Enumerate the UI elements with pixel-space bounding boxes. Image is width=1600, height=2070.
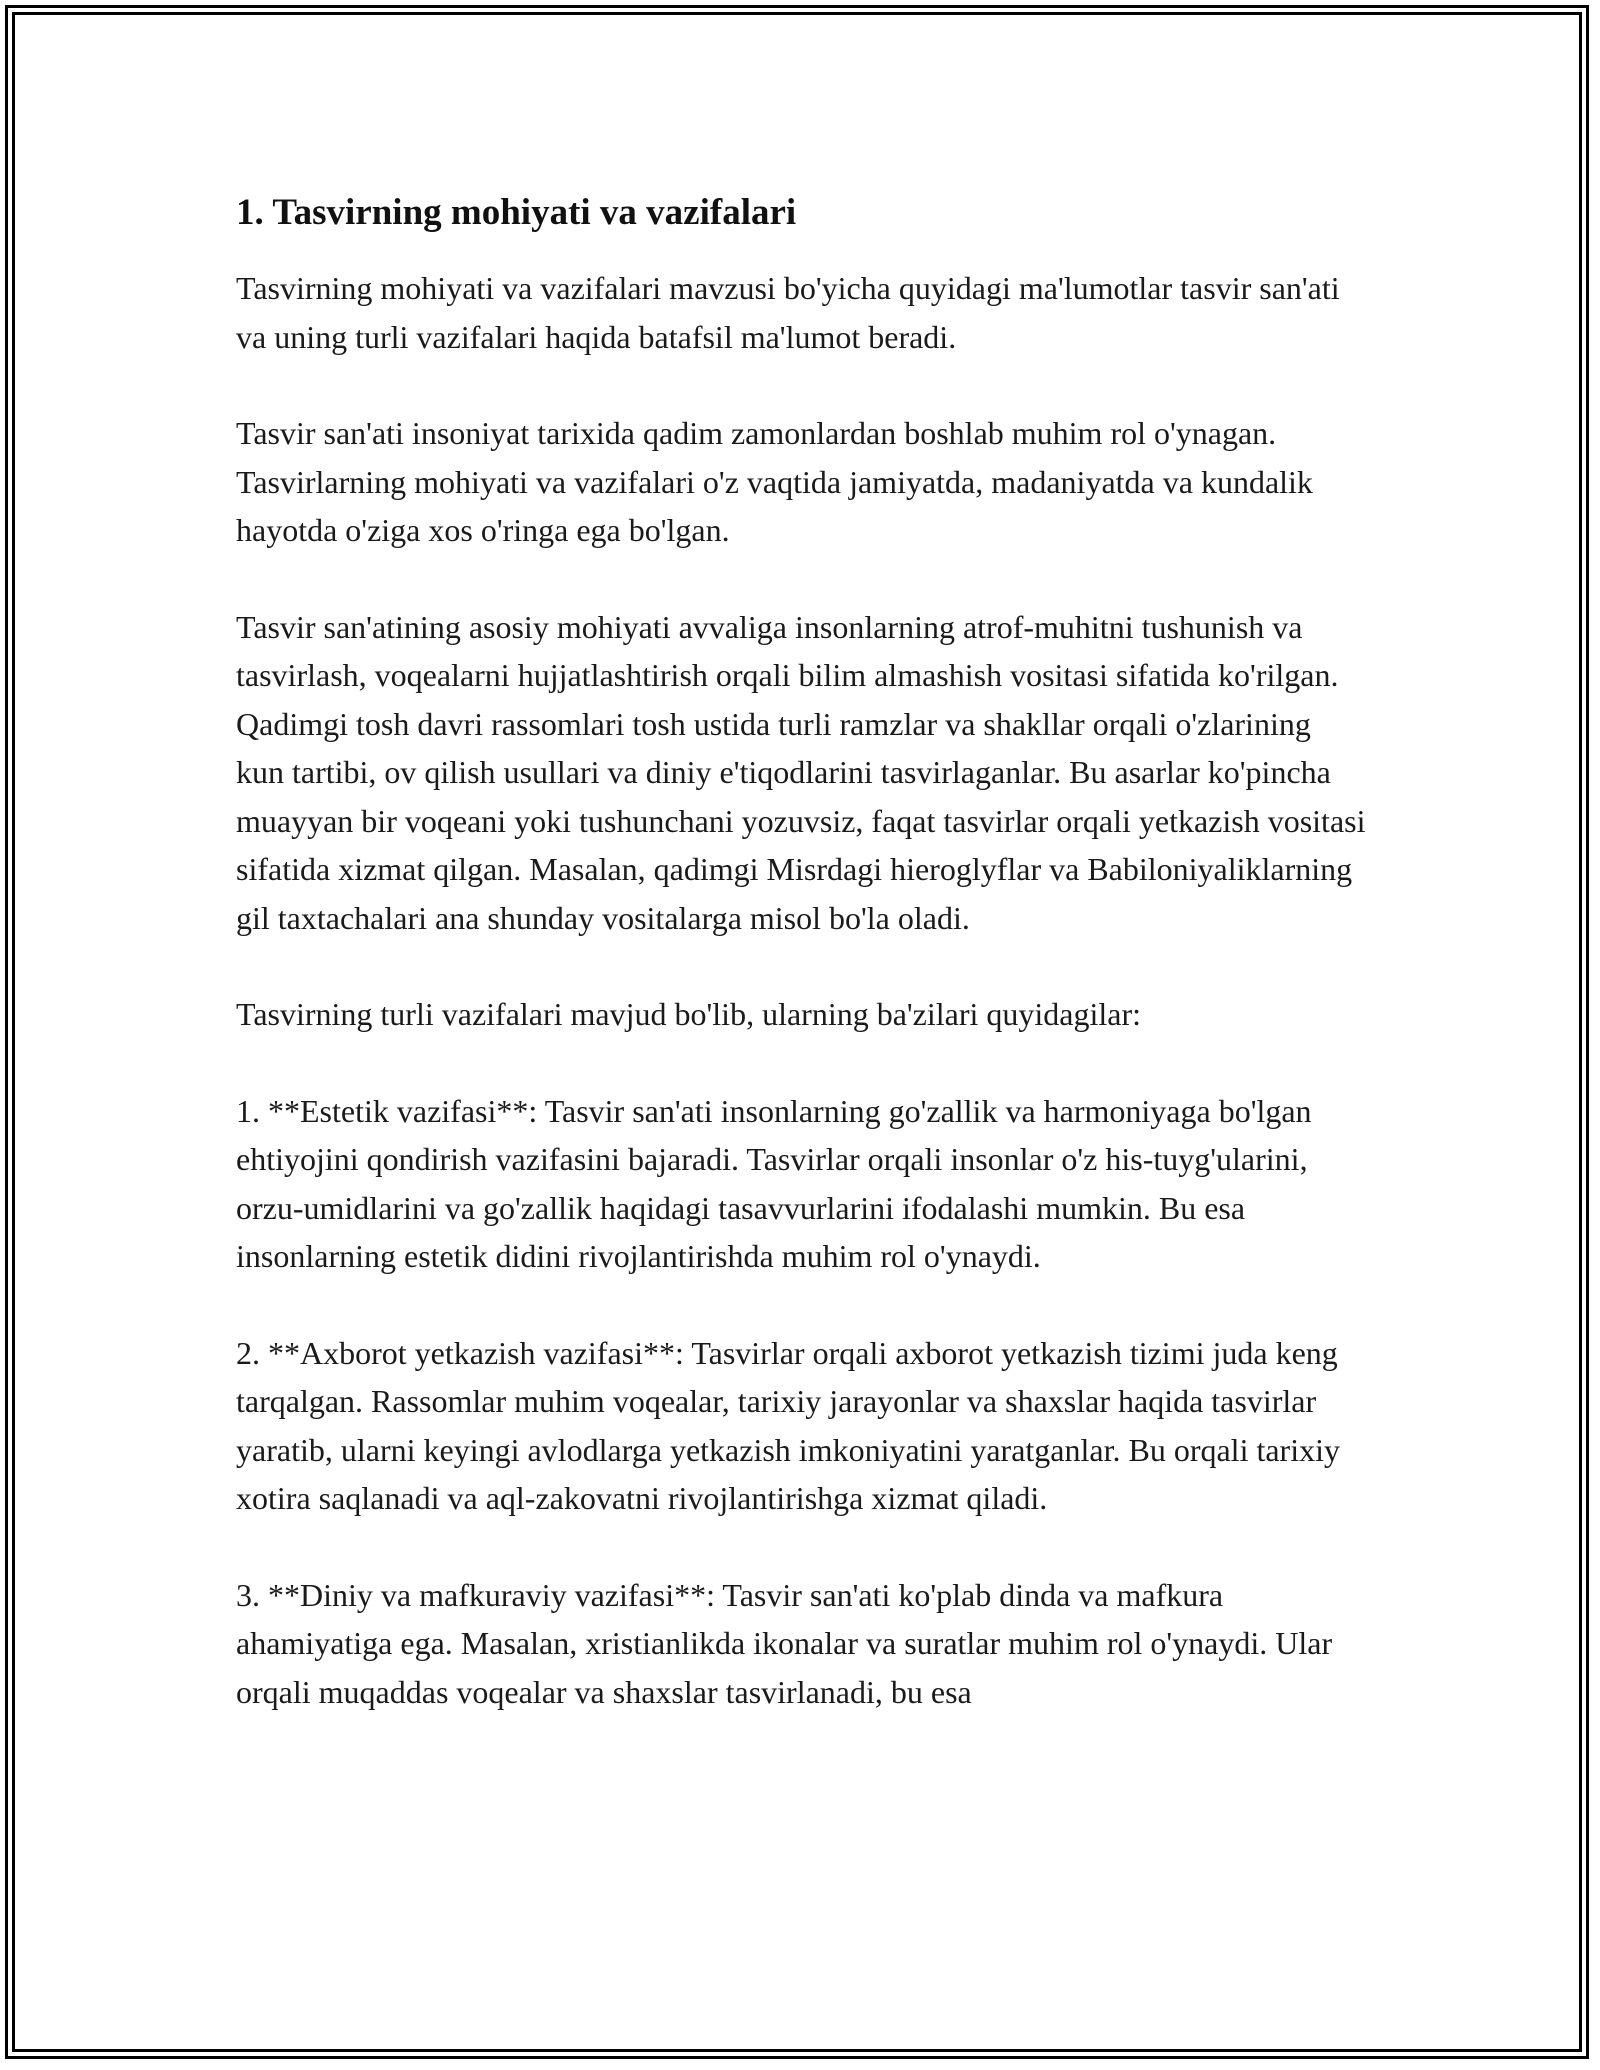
paragraph-functions-intro: Tasvirning turli vazifalari mavjud bo'lib, ularning ba'zilari quyidagilar:: [236, 996, 1142, 1032]
document-title: 1. Tasvirning mohiyati va vazifalari: [236, 192, 797, 233]
document-body: [236, 186, 1366, 1716]
paragraph-essence: Tasvir san'atining asosiy mohiyati avvaliga insonlarning atrof-muhitni tushunish va tasvirlash, voqealarni hujjatlashtirish orqali bilim almashish vositasi sifatida ko'rilgan. Qadimgi tosh davri rassomlari tosh ustida turli ramzlar va shakllar orqali o'zlarining kun tartibi, ov qilish usullari va diniy e'tiqodlarini tasvirlaganlar. Bu asarlar ko'pincha muayyan bir voqeani yoki tushunchani yozuvsiz, faqat tasvirlar orqali yetkazish vositasi sifatida xizmat qilgan. Masalan, qadimgi Misrdagi hieroglyflar va Babiloniyaliklarning gil taxtachalari ana shunday vositalarga misol bo'la oladi.: [236, 608, 1366, 936]
paragraph-aesthetic-function: 1. **Estetik vazifasi**: Tasvir san'ati insonlarning go'zallik va harmoniyaga bo'lgan ehtiyojini qondirish vazifasini bajaradi. Tasvirlar orqali insonlar o'z his-tuyg'ularini, orzu-umidlarini va go'zallik haqidagi tasavvurlarini ifodalashi mumkin. Bu esa insonlarning estetik didini rivojlantirishda muhim rol o'ynaydi.: [236, 1092, 1312, 1274]
paragraph-information-function: 2. **Axborot yetkazish vazifasi**: Tasvirlar orqali axborot yetkazish tizimi juda keng tarqalgan. Rassomlar muhim voqealar, tarixiy jarayonlar va shaxslar haqida tasvirlar yaratib, ularni keyingi avlodlarga yetkazish imkoniyatini yaratganlar. Bu orqali tarixiy xotira saqlanadi va aql-zakovatni rivojlantirishga xizmat qiladi.: [236, 1334, 1340, 1516]
paragraph-history: Tasvir san'ati insoniyat tarixida qadim zamonlardan boshlab muhim rol o'ynagan. Tasvirlarning mohiyati va vazifalari o'z vaqtida jamiyatda, madaniyatda va kundalik hayotda o'ziga xos o'ringa ega bo'lgan.: [236, 415, 1313, 548]
paragraph-intro: Tasvirning mohiyati va vazifalari mavzusi bo'yicha quyidagi ma'lumotlar tasvir san'ati va uning turli vazifalari haqida batafsil ma'lumot beradi.: [236, 270, 1340, 355]
paragraph-religious-function: 3. **Diniy va mafkuraviy vazifasi**: Tasvir san'ati ko'plab dinda va mafkura ahamiyatiga ega. Masalan, xristianlikda ikonalar va suratlar muhim rol o'ynaydi. Ular orqali muqaddas voqealar va shaxslar tasvirlanadi, bu esa: [236, 1576, 1333, 1710]
